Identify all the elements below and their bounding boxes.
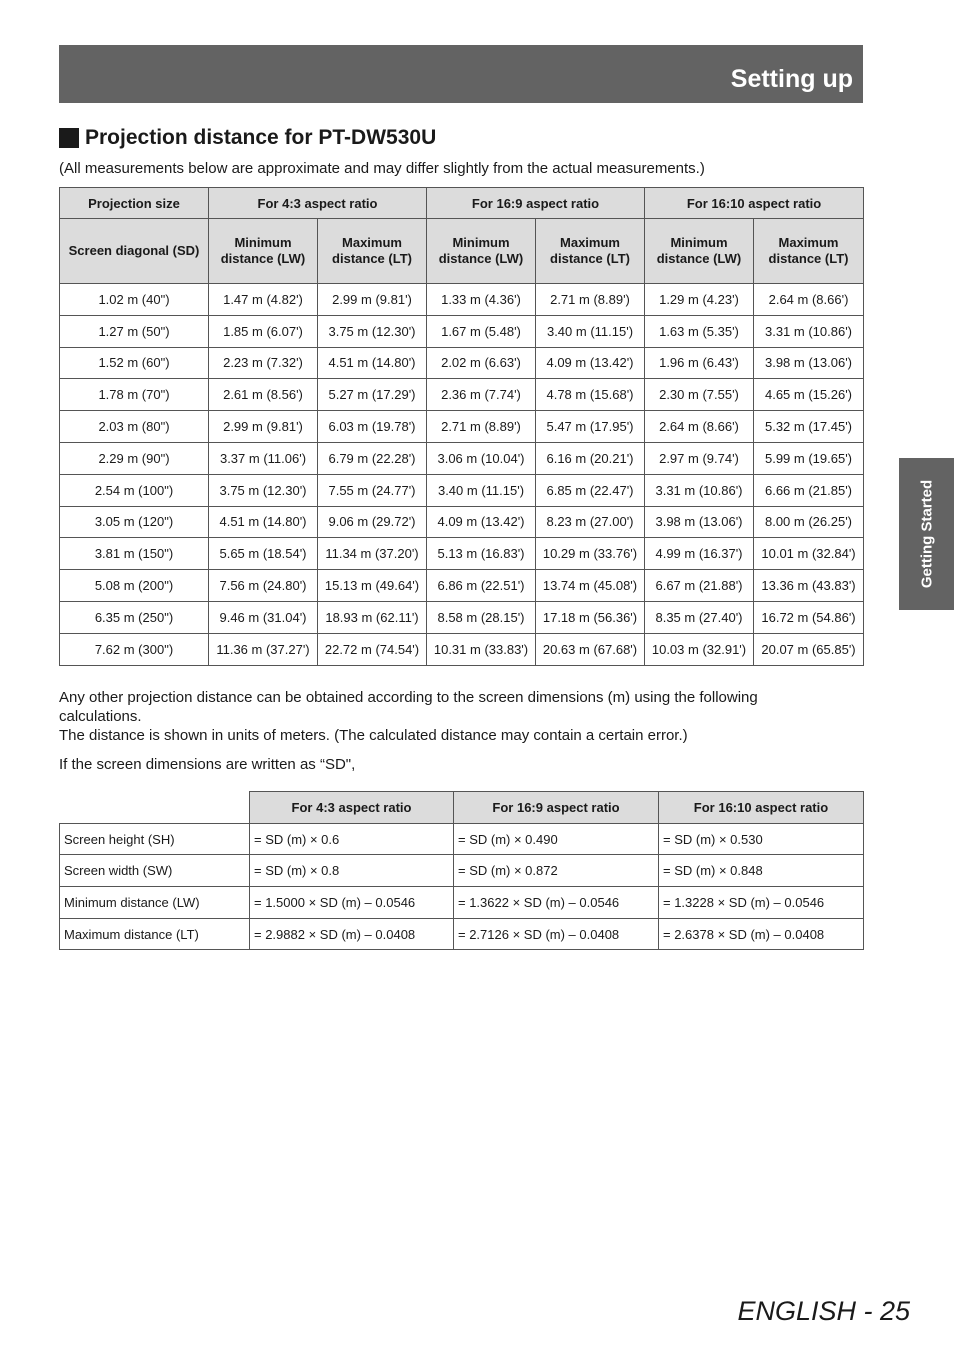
table-cell: 1.52 m (60") bbox=[60, 347, 209, 379]
section-title: Projection distance for PT-DW530U bbox=[85, 126, 437, 149]
header-max-169: Maximum distance (LT) bbox=[536, 219, 645, 284]
table-cell: 8.35 m (27.40') bbox=[645, 601, 754, 633]
page-number: ENGLISH - 25 bbox=[737, 1296, 910, 1326]
table-cell: 2.54 m (100") bbox=[60, 474, 209, 506]
calc-intro-line2: calculations. bbox=[59, 708, 142, 725]
table-cell: 16.72 m (54.86') bbox=[754, 601, 864, 633]
table-cell: 4.09 m (13.42') bbox=[536, 347, 645, 379]
table-cell: 5.65 m (18.54') bbox=[209, 538, 318, 570]
table-cell: 2.23 m (7.32') bbox=[209, 347, 318, 379]
calc-header-blank bbox=[60, 792, 250, 824]
table-cell: 2.97 m (9.74') bbox=[645, 442, 754, 474]
table-cell: 6.03 m (19.78') bbox=[318, 411, 427, 443]
table-cell: 7.56 m (24.80') bbox=[209, 570, 318, 602]
table-cell: 9.46 m (31.04') bbox=[209, 601, 318, 633]
side-tab-getting-started bbox=[899, 458, 954, 610]
table-cell: 3.31 m (10.86') bbox=[645, 474, 754, 506]
table-cell: 5.47 m (17.95') bbox=[536, 411, 645, 443]
projection-table-body bbox=[60, 284, 864, 666]
table-cell: 8.00 m (26.25') bbox=[754, 506, 864, 538]
table-cell: 6.16 m (20.21') bbox=[536, 442, 645, 474]
header-projection-size: Projection size bbox=[60, 188, 209, 219]
section-heading bbox=[59, 124, 436, 152]
table-cell: 3.98 m (13.06') bbox=[645, 506, 754, 538]
calculation-table-body bbox=[60, 823, 864, 950]
calc-header-169: For 16:9 aspect ratio bbox=[454, 792, 659, 824]
table-cell: 2.71 m (8.89') bbox=[427, 411, 536, 443]
table-cell: 17.18 m (56.36') bbox=[536, 601, 645, 633]
table-cell: = SD (m) × 0.490 bbox=[454, 823, 659, 855]
calc-intro-paragraph bbox=[59, 688, 849, 745]
table-cell: 3.31 m (10.86') bbox=[754, 315, 864, 347]
table-cell: 1.67 m (5.48') bbox=[427, 315, 536, 347]
table-cell: 6.79 m (22.28') bbox=[318, 442, 427, 474]
table-cell: 13.36 m (43.83') bbox=[754, 570, 864, 602]
table-cell: 6.86 m (22.51') bbox=[427, 570, 536, 602]
table-cell: 2.64 m (8.66') bbox=[645, 411, 754, 443]
table-cell: = SD (m) × 0.6 bbox=[250, 823, 454, 855]
table-cell: 3.40 m (11.15') bbox=[427, 474, 536, 506]
table-cell: 4.78 m (15.68') bbox=[536, 379, 645, 411]
table-cell: 10.29 m (33.76') bbox=[536, 538, 645, 570]
header-screen-diagonal: Screen diagonal (SD) bbox=[60, 219, 209, 284]
table-cell: 5.13 m (16.83') bbox=[427, 538, 536, 570]
table-cell: 2.36 m (7.74') bbox=[427, 379, 536, 411]
table-cell: 2.99 m (9.81') bbox=[209, 411, 318, 443]
table-cell: = SD (m) × 0.872 bbox=[454, 855, 659, 887]
table-cell: 2.02 m (6.63') bbox=[427, 347, 536, 379]
table-cell: 4.09 m (13.42') bbox=[427, 506, 536, 538]
table-cell: 8.23 m (27.00') bbox=[536, 506, 645, 538]
table-cell: 4.51 m (14.80') bbox=[209, 506, 318, 538]
table-cell: 1.02 m (40") bbox=[60, 284, 209, 316]
table-row bbox=[60, 411, 864, 443]
table-row bbox=[60, 442, 864, 474]
table-cell: 5.08 m (200") bbox=[60, 570, 209, 602]
sd-definition: If the screen dimensions are written as “SD", bbox=[59, 756, 356, 773]
table-cell: 9.06 m (29.72') bbox=[318, 506, 427, 538]
table-cell: 1.47 m (4.82') bbox=[209, 284, 318, 316]
table-cell: 13.74 m (45.08') bbox=[536, 570, 645, 602]
table-cell: 3.05 m (120") bbox=[60, 506, 209, 538]
table-cell: 8.58 m (28.15') bbox=[427, 601, 536, 633]
table-row bbox=[60, 887, 864, 919]
table-row bbox=[60, 379, 864, 411]
table-cell: 1.96 m (6.43') bbox=[645, 347, 754, 379]
table-cell: 7.55 m (24.77') bbox=[318, 474, 427, 506]
table-cell: 2.64 m (8.66') bbox=[754, 284, 864, 316]
table-cell: 1.27 m (50") bbox=[60, 315, 209, 347]
header-max-1610: Maximum distance (LT) bbox=[754, 219, 864, 284]
measurement-note: (All measurements below are approximate and may differ slightly from the actual measurements.) bbox=[59, 160, 705, 177]
side-tab-label: Getting Started bbox=[918, 479, 935, 589]
table-cell: = 1.3622 × SD (m) – 0.0546 bbox=[454, 887, 659, 919]
table-cell: Maximum distance (LT) bbox=[60, 918, 250, 950]
table-cell: 11.34 m (37.20') bbox=[318, 538, 427, 570]
table-row bbox=[60, 538, 864, 570]
table-cell: 7.62 m (300") bbox=[60, 633, 209, 665]
page-title: Setting up bbox=[730, 65, 853, 93]
header-min-1610: Minimum distance (LW) bbox=[645, 219, 754, 284]
table-cell: 10.03 m (32.91') bbox=[645, 633, 754, 665]
table-cell: 10.31 m (33.83') bbox=[427, 633, 536, 665]
table-cell: = 2.6378 × SD (m) – 0.0408 bbox=[659, 918, 864, 950]
calc-units-note: The distance is shown in units of meters. (The calculated distance may contain a certain error.) bbox=[59, 727, 688, 744]
table-cell: = SD (m) × 0.530 bbox=[659, 823, 864, 855]
table-cell: 3.37 m (11.06') bbox=[209, 442, 318, 474]
header-min-169: Minimum distance (LW) bbox=[427, 219, 536, 284]
calc-header-1610: For 16:10 aspect ratio bbox=[659, 792, 864, 824]
table-cell: 15.13 m (49.64') bbox=[318, 570, 427, 602]
table-row bbox=[60, 633, 864, 665]
table-cell: 3.98 m (13.06') bbox=[754, 347, 864, 379]
table-cell: 20.07 m (65.85') bbox=[754, 633, 864, 665]
table-cell: Screen width (SW) bbox=[60, 855, 250, 887]
table-cell: 5.32 m (17.45') bbox=[754, 411, 864, 443]
table-cell: 4.51 m (14.80') bbox=[318, 347, 427, 379]
table-row bbox=[60, 315, 864, 347]
table-cell: = SD (m) × 0.848 bbox=[659, 855, 864, 887]
table-cell: 3.81 m (150") bbox=[60, 538, 209, 570]
table-cell: 3.40 m (11.15') bbox=[536, 315, 645, 347]
table-cell: 22.72 m (74.54') bbox=[318, 633, 427, 665]
heading-square-icon bbox=[59, 128, 79, 148]
table-cell: = 2.7126 × SD (m) – 0.0408 bbox=[454, 918, 659, 950]
header-43: For 4:3 aspect ratio bbox=[209, 188, 427, 219]
table-cell: 5.27 m (17.29') bbox=[318, 379, 427, 411]
table-row bbox=[60, 918, 864, 950]
table-cell: 1.85 m (6.07') bbox=[209, 315, 318, 347]
table-cell: 20.63 m (67.68') bbox=[536, 633, 645, 665]
table-cell: 6.35 m (250") bbox=[60, 601, 209, 633]
table-cell: 5.99 m (19.65') bbox=[754, 442, 864, 474]
table-cell: 1.78 m (70") bbox=[60, 379, 209, 411]
table-cell: 4.65 m (15.26') bbox=[754, 379, 864, 411]
table-cell: 3.75 m (12.30') bbox=[318, 315, 427, 347]
table-row bbox=[60, 474, 864, 506]
table-cell: 2.99 m (9.81') bbox=[318, 284, 427, 316]
table-cell: 3.75 m (12.30') bbox=[209, 474, 318, 506]
calc-header-43: For 4:3 aspect ratio bbox=[250, 792, 454, 824]
calculation-table bbox=[59, 791, 864, 950]
table-row bbox=[60, 570, 864, 602]
table-cell: 2.71 m (8.89') bbox=[536, 284, 645, 316]
table-cell: 1.33 m (4.36') bbox=[427, 284, 536, 316]
header-169: For 16:9 aspect ratio bbox=[427, 188, 645, 219]
header-1610: For 16:10 aspect ratio bbox=[645, 188, 864, 219]
table-cell: 6.66 m (21.85') bbox=[754, 474, 864, 506]
table-row bbox=[60, 855, 864, 887]
table-cell: Screen height (SH) bbox=[60, 823, 250, 855]
table-cell: 2.30 m (7.55') bbox=[645, 379, 754, 411]
table-cell: Minimum distance (LW) bbox=[60, 887, 250, 919]
header-bar bbox=[59, 45, 863, 103]
table-cell: 10.01 m (32.84') bbox=[754, 538, 864, 570]
table-cell: 11.36 m (37.27') bbox=[209, 633, 318, 665]
table-cell: = 2.9882 × SD (m) – 0.0408 bbox=[250, 918, 454, 950]
table-cell: 2.29 m (90") bbox=[60, 442, 209, 474]
table-row bbox=[60, 601, 864, 633]
table-cell: = 1.5000 × SD (m) – 0.0546 bbox=[250, 887, 454, 919]
table-row bbox=[60, 347, 864, 379]
table-cell: = SD (m) × 0.8 bbox=[250, 855, 454, 887]
header-min-43: Minimum distance (LW) bbox=[209, 219, 318, 284]
table-cell: 4.99 m (16.37') bbox=[645, 538, 754, 570]
table-cell: 18.93 m (62.11') bbox=[318, 601, 427, 633]
table-cell: 6.67 m (21.88') bbox=[645, 570, 754, 602]
header-max-43: Maximum distance (LT) bbox=[318, 219, 427, 284]
calc-intro-line1: Any other projection distance can be obtained according to the screen dimensions (m) using the following bbox=[59, 689, 758, 706]
table-row bbox=[60, 284, 864, 316]
table-cell: 3.06 m (10.04') bbox=[427, 442, 536, 474]
table-cell: 1.63 m (5.35') bbox=[645, 315, 754, 347]
table-row bbox=[60, 823, 864, 855]
table-cell: 2.03 m (80") bbox=[60, 411, 209, 443]
table-cell: = 1.3228 × SD (m) – 0.0546 bbox=[659, 887, 864, 919]
table-cell: 1.29 m (4.23') bbox=[645, 284, 754, 316]
table-row bbox=[60, 506, 864, 538]
table-cell: 6.85 m (22.47') bbox=[536, 474, 645, 506]
projection-distance-table bbox=[59, 187, 864, 666]
table-cell: 2.61 m (8.56') bbox=[209, 379, 318, 411]
